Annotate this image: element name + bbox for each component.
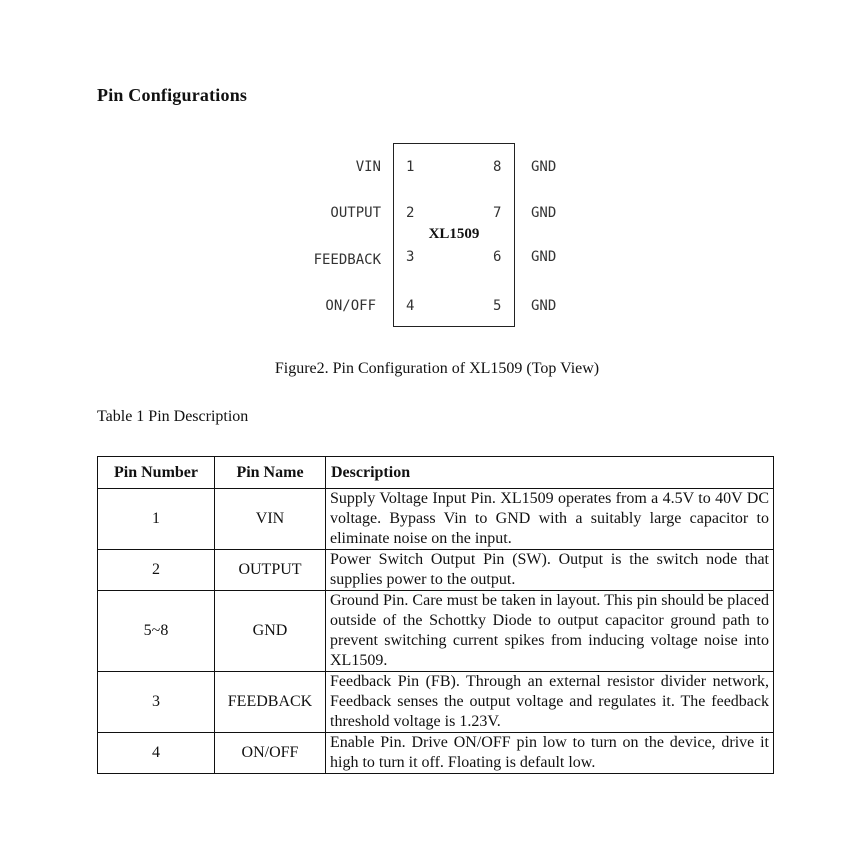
header-pin-name: Pin Name <box>215 457 326 489</box>
cell-pin-number: 4 <box>98 733 215 774</box>
cell-pin-name: FEEDBACK <box>215 672 326 733</box>
pin-label-right-1: GND <box>531 159 557 175</box>
cell-pin-number: 2 <box>98 550 215 591</box>
cell-pin-number: 3 <box>98 672 215 733</box>
cell-pin-name: ON/OFF <box>215 733 326 774</box>
table-row <box>98 672 774 733</box>
cell-pin-number: 1 <box>98 489 215 550</box>
pin-label-left-1: VIN <box>355 159 381 175</box>
pin-label-right-3: GND <box>531 249 557 265</box>
pin-number-right-2: 7 <box>493 205 502 221</box>
pin-number-left-3: 3 <box>406 249 415 265</box>
pin-number-left-4: 4 <box>406 298 415 314</box>
pin-label-left-3: FEEDBACK <box>313 252 381 268</box>
cell-pin-name: OUTPUT <box>215 550 326 591</box>
cell-description: Ground Pin. Care must be taken in layout. This pin should be placed outside of the Schottky Diode to output capacitor ground path to prevent switching current spikes from inducing voltage noise into XL1509. <box>326 591 774 672</box>
pin-label-right-4: GND <box>531 298 557 314</box>
table-row <box>98 591 774 672</box>
table-header-row <box>98 457 774 489</box>
pin-label-left-4: ON/OFF <box>325 298 376 314</box>
table-row <box>98 733 774 774</box>
pin-number-right-3: 6 <box>493 249 502 265</box>
cell-description: Power Switch Output Pin (SW). Output is the switch node that supplies power to the output. <box>326 550 774 591</box>
pin-number-left-2: 2 <box>406 205 415 221</box>
cell-description: Feedback Pin (FB). Through an external resistor divider network, Feedback senses the output voltage and regulates it. The feedback threshold voltage is 1.23V. <box>326 672 774 733</box>
pin-label-left-2: OUTPUT <box>330 205 381 221</box>
pin-description-table <box>97 456 774 774</box>
header-pin-number: Pin Number <box>98 457 215 489</box>
figure-caption: Figure2. Pin Configuration of XL1509 (Top View) <box>274 360 600 377</box>
cell-pin-number: 5~8 <box>98 591 215 672</box>
cell-description: Supply Voltage Input Pin. XL1509 operates from a 4.5V to 40V DC voltage. Bypass Vin to GND with a suitably large capacitor to eliminate noise on the input. <box>326 489 774 550</box>
cell-description: Enable Pin. Drive ON/OFF pin low to turn on the device, drive it high to turn it off. Floating is default low. <box>326 733 774 774</box>
header-description: Description <box>326 457 774 489</box>
table-row <box>98 550 774 591</box>
pin-number-right-1: 8 <box>493 159 502 175</box>
pin-number-right-4: 5 <box>493 298 502 314</box>
chip-name: XL1509 <box>428 226 480 242</box>
table-title: Table 1 Pin Description <box>97 408 249 425</box>
cell-pin-name: VIN <box>215 489 326 550</box>
cell-pin-name: GND <box>215 591 326 672</box>
section-heading: Pin Configurations <box>97 85 248 105</box>
pin-number-left-1: 1 <box>406 159 415 175</box>
pin-label-right-2: GND <box>531 205 557 221</box>
table-row <box>98 489 774 550</box>
